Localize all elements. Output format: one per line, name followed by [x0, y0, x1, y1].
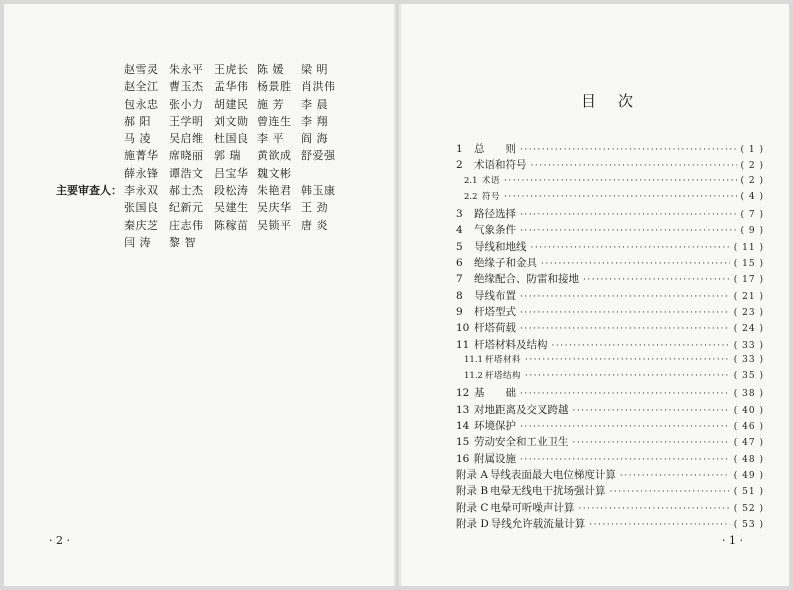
toc-entry-title: 绝缘子和金具 — [474, 257, 537, 270]
name-row — [4, 182, 394, 199]
toc-entry-title: 路径选择 — [474, 208, 516, 221]
person-name: 段松涛 — [214, 184, 249, 198]
person-name: 包永忠 — [124, 97, 159, 111]
toc-entry-page: ( 2 ) — [740, 175, 764, 186]
toc-entry[interactable] — [456, 320, 764, 336]
person-name: 舒爱强 — [301, 149, 336, 163]
toc-entry-number: 7 — [456, 273, 463, 286]
name-row — [4, 165, 394, 182]
toc-entry-title: 导线布置 — [474, 289, 516, 302]
toc-entry-number: 附录 B — [456, 485, 489, 498]
toc-entry-page: ( 52 ) — [733, 503, 764, 514]
toc-entry-page: ( 15 ) — [733, 259, 764, 270]
toc-leader-dots — [573, 406, 730, 416]
name-row — [4, 61, 394, 78]
toc-title: 目次 — [581, 92, 656, 110]
toc-leader-dots — [531, 161, 737, 171]
person-name: 陈 媛 — [257, 63, 284, 76]
toc-leader-dots — [578, 504, 729, 514]
toc-entry-page: ( 33 ) — [733, 354, 764, 365]
toc-entry-page: ( 1 ) — [740, 145, 764, 155]
toc-entry[interactable] — [456, 288, 764, 304]
toc-entry[interactable] — [456, 337, 764, 353]
toc-entry-page: ( 49 ) — [733, 470, 764, 481]
toc-entry-page: ( 38 ) — [733, 389, 764, 400]
toc-entry[interactable] — [456, 190, 764, 206]
toc-leader-dots — [525, 355, 730, 365]
person-name: 吴建生 — [214, 201, 249, 215]
toc-entry-number: 11 — [456, 338, 470, 351]
toc-entry-page: ( 17 ) — [733, 275, 764, 286]
person-name: 马 凌 — [124, 132, 151, 146]
toc-entry[interactable] — [456, 402, 764, 418]
name-row — [4, 234, 394, 251]
person-name: 梁 明 — [301, 63, 328, 76]
toc-entry-number: 6 — [456, 257, 463, 270]
toc-entry-number: 10 — [456, 322, 470, 335]
toc-entry-title: 杆塔型式 — [474, 305, 516, 318]
toc-entry-title: 杆塔材料及结构 — [474, 338, 548, 351]
toc-entry-number: 2.1 — [464, 175, 478, 186]
toc-entry-page: ( 4 ) — [740, 191, 764, 202]
person-name: 李永双 — [124, 184, 159, 198]
toc-leader-dots — [525, 371, 730, 381]
toc-entry-title: 杆塔荷载 — [474, 322, 516, 335]
toc-entry-page: ( 48 ) — [733, 454, 764, 465]
person-name: 吕宝华 — [214, 166, 249, 180]
person-name: 王学明 — [169, 114, 204, 128]
person-name: 黎 智 — [169, 235, 196, 249]
toc-entry-number: 8 — [456, 289, 463, 302]
toc-leader-dots — [531, 243, 730, 253]
toc-entry-number: 11.2 — [464, 371, 483, 382]
toc-entry[interactable] — [456, 271, 764, 287]
table-of-contents — [456, 141, 764, 532]
toc-entry-page: ( 2 ) — [740, 161, 764, 172]
toc-entry-page: ( 11 ) — [733, 242, 764, 253]
person-name: 郝士杰 — [169, 184, 204, 198]
person-name: 吴锁平 — [257, 218, 292, 232]
toc-entry-page: ( 46 ) — [733, 422, 764, 433]
person-name: 刘文勋 — [214, 114, 249, 128]
toc-entry[interactable] — [456, 239, 764, 255]
toc-leader-dots — [520, 145, 737, 155]
toc-entry-title: 气象条件 — [474, 224, 516, 237]
toc-entry-page: ( 23 ) — [733, 307, 764, 318]
toc-entry-number: 附录 C — [456, 501, 489, 514]
person-name: 杨景胜 — [257, 80, 292, 94]
reviewer-label: 主要审查人： — [56, 184, 122, 198]
person-name: 张国良 — [124, 201, 159, 215]
person-name: 朱永平 — [169, 63, 204, 76]
toc-entry-title: 总 则 — [474, 143, 516, 155]
book-gutter — [394, 4, 402, 586]
toc-entry-title: 导线表面最大电位梯度计算 — [489, 468, 616, 481]
person-name: 阎 海 — [301, 132, 328, 146]
toc-entry-number: 15 — [456, 436, 470, 449]
person-name: 施菁华 — [124, 149, 159, 163]
toc-entry[interactable] — [456, 516, 764, 532]
toc-entry-page: ( 47 ) — [733, 438, 764, 449]
book-spread — [4, 4, 789, 586]
person-name: 曹玉杰 — [169, 80, 204, 94]
toc-leader-dots — [583, 275, 730, 285]
toc-entry-title: 劳动安全和工业卫生 — [474, 436, 569, 449]
toc-entry-page: ( 7 ) — [740, 210, 764, 221]
toc-leader-dots — [541, 259, 730, 269]
person-name: 施 芳 — [257, 97, 284, 111]
toc-leader-dots — [552, 341, 730, 351]
toc-entry[interactable] — [456, 467, 764, 483]
toc-entry-title: 对地距离及交叉跨越 — [474, 403, 569, 416]
toc-entry-page: ( 24 ) — [733, 324, 764, 335]
toc-entry[interactable] — [456, 206, 764, 222]
name-row — [4, 217, 394, 234]
toc-entry-number: 13 — [456, 403, 470, 416]
person-name: 赵雪灵 — [124, 63, 159, 76]
toc-leader-dots — [589, 520, 730, 530]
name-row — [4, 130, 394, 147]
person-name: 纪新元 — [169, 201, 204, 215]
toc-entry-page: ( 51 ) — [733, 487, 764, 498]
toc-leader-dots — [520, 226, 737, 236]
toc-entry[interactable] — [456, 304, 764, 320]
name-row — [4, 147, 394, 164]
toc-leader-dots — [520, 210, 737, 220]
person-name: 薛永锋 — [124, 166, 159, 180]
toc-entry-page: ( 33 ) — [733, 340, 764, 351]
person-name: 朱艳君 — [257, 184, 292, 198]
toc-entry[interactable] — [456, 434, 764, 450]
person-name: 庄志伟 — [169, 218, 204, 232]
toc-entry-number: 5 — [456, 240, 463, 253]
toc-entry[interactable] — [456, 157, 764, 173]
person-name: 席晓丽 — [169, 149, 204, 163]
toc-entry-title: 电晕无线电干扰场强计算 — [490, 485, 606, 498]
left-page-number: · 2 · — [49, 534, 70, 547]
person-name: 秦庆芝 — [124, 218, 159, 232]
toc-entry-title: 基 础 — [474, 387, 516, 400]
person-name: 闫 涛 — [124, 235, 151, 249]
toc-entry-number: 附录 D — [456, 517, 489, 530]
toc-entry-title: 电晕可听噪声计算 — [490, 501, 575, 514]
toc-leader-dots — [620, 471, 730, 481]
person-name: 李 翔 — [301, 114, 328, 128]
person-name: 胡建民 — [214, 97, 249, 111]
toc-entry-page: ( 35 ) — [733, 371, 764, 382]
person-name: 王虎长 — [214, 63, 249, 76]
name-row — [4, 96, 394, 113]
toc-leader-dots — [504, 192, 737, 202]
toc-leader-dots — [520, 292, 730, 302]
toc-entry-number: 9 — [456, 305, 463, 318]
toc-entry[interactable] — [456, 418, 764, 434]
toc-entry-page: ( 21 ) — [733, 291, 764, 302]
toc-entry-number: 12 — [456, 387, 470, 400]
toc-entry-number: 2.2 — [464, 191, 478, 202]
person-name: 张小力 — [169, 97, 204, 111]
toc-entry[interactable] — [456, 255, 764, 271]
toc-entry-number: 1 — [456, 143, 463, 155]
toc-leader-dots — [504, 176, 737, 186]
toc-leader-dots — [520, 324, 730, 334]
toc-entry[interactable] — [456, 222, 764, 238]
person-name: 李 晨 — [301, 97, 328, 111]
toc-entry-title: 导线和地线 — [474, 240, 527, 253]
person-name: 魏文彬 — [257, 166, 292, 180]
name-row — [4, 113, 394, 130]
name-row — [4, 199, 394, 216]
reviewer-name-list — [4, 61, 394, 251]
person-name: 郭 瑞 — [214, 149, 241, 163]
toc-entry-title: 符号 — [482, 191, 501, 202]
person-name: 曾连生 — [257, 114, 292, 128]
toc-entry[interactable] — [456, 369, 764, 385]
person-name: 王 劲 — [301, 201, 328, 215]
toc-entry-number: 附录 A — [456, 468, 488, 481]
person-name: 谭浩文 — [169, 166, 204, 180]
toc-leader-dots — [610, 487, 730, 497]
toc-entry-title: 导线允许载流量计算 — [490, 517, 586, 530]
toc-entry-title: 术语 — [482, 175, 501, 186]
name-row — [4, 78, 394, 95]
person-name: 吴启维 — [169, 132, 204, 146]
toc-entry-number: 14 — [456, 420, 470, 433]
right-page-number: · 1 · — [722, 534, 743, 547]
person-name: 赵全江 — [124, 80, 159, 94]
toc-entry[interactable] — [456, 141, 764, 157]
toc-leader-dots — [573, 438, 730, 448]
person-name: 唐 炎 — [301, 218, 328, 232]
toc-entry-title: 术语和符号 — [474, 159, 527, 172]
person-name: 肖洪伟 — [301, 80, 336, 94]
person-name: 郝 阳 — [124, 114, 151, 128]
toc-leader-dots — [520, 455, 730, 465]
toc-entry[interactable] — [456, 500, 764, 516]
toc-entry-page: ( 53 ) — [733, 519, 764, 530]
toc-entry-title: 附属设施 — [474, 452, 516, 465]
toc-entry[interactable] — [456, 385, 764, 401]
toc-leader-dots — [520, 308, 730, 318]
toc-entry[interactable] — [456, 353, 764, 369]
person-name: 吴庆华 — [257, 201, 292, 215]
toc-entry[interactable] — [456, 451, 764, 467]
toc-entry[interactable] — [456, 483, 764, 499]
person-name: 黄欲成 — [257, 149, 292, 163]
toc-entry-title: 绝缘配合、防雷和接地 — [474, 273, 579, 286]
toc-leader-dots — [520, 422, 730, 432]
person-name: 孟华伟 — [214, 80, 249, 94]
person-name: 韩玉康 — [301, 184, 336, 198]
toc-entry-number: 16 — [456, 452, 470, 465]
toc-entry-title: 环境保护 — [474, 420, 516, 433]
toc-entry-page: ( 40 ) — [733, 405, 764, 416]
toc-entry-title: 杆塔结构 — [484, 371, 521, 382]
toc-entry-title: 杆塔材料 — [484, 354, 521, 365]
toc-entry-number: 3 — [456, 208, 463, 221]
person-name: 李 平 — [257, 132, 284, 146]
toc-leader-dots — [520, 389, 730, 399]
person-name: 陈稼苗 — [214, 218, 249, 232]
toc-entry-number: 2 — [456, 159, 463, 172]
toc-entry-number: 4 — [456, 224, 463, 237]
person-name: 杜国良 — [214, 132, 249, 146]
toc-entry-number: 11.1 — [464, 354, 483, 365]
toc-entry[interactable] — [456, 174, 764, 190]
toc-entry-page: ( 9 ) — [740, 226, 764, 237]
